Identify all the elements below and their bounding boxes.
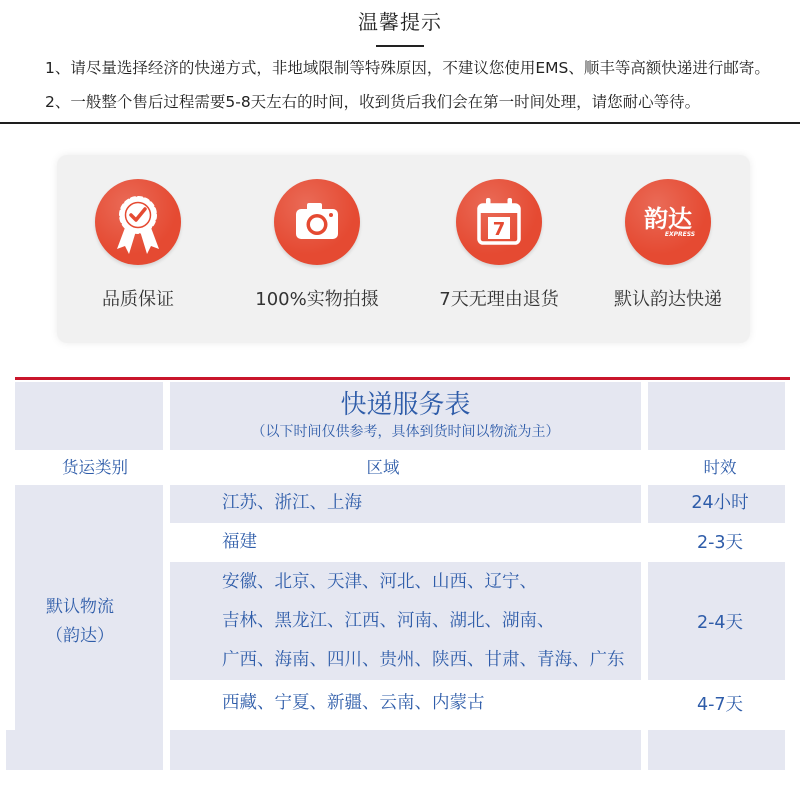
- table-title-left-cell: [15, 382, 163, 450]
- feature-return-badge: [456, 179, 542, 265]
- feature-label-courier: 默认韵达快递: [614, 289, 722, 310]
- region-text: 广西、海南、四川、贵州、陕西、甘肃、青海、广东: [222, 650, 625, 670]
- region-text: 安徽、北京、天津、河北、山西、辽宁、: [222, 572, 537, 592]
- yunda-logo-icon: [625, 179, 711, 265]
- delivery-time: 2-3天: [696, 533, 744, 553]
- feature-label-return: 7天无理由退货: [439, 289, 559, 310]
- notice-item-1: 1、请尽量选择经济的快递方式，非地域限制等特殊原因，不建议您使用EMS、顺丰等高额快递进行邮寄。: [45, 59, 770, 77]
- table-top-red-line: [15, 377, 790, 380]
- region-text: 福建: [222, 532, 257, 552]
- delivery-time: 2-4天: [696, 613, 744, 633]
- feature-photo-badge: [274, 179, 360, 265]
- notice-title: 温馨提示: [358, 10, 442, 34]
- table-row-empty: [170, 730, 641, 770]
- category-name: 默认物流: [46, 597, 114, 617]
- table-subtitle: （以下时间仅供参考，具体到货时间以物流为主）: [251, 424, 560, 440]
- ribbon-badge-icon: [95, 179, 181, 265]
- header-category: 货运类别: [62, 458, 128, 477]
- region-text: 江苏、浙江、上海: [222, 493, 362, 513]
- category-cell-edge: [6, 730, 15, 770]
- yunda-logo-text: 韵达: [644, 205, 692, 233]
- notice-item-2: 2、一般整个售后过程需要5-8天左右的时间，收到货后我们会在第一时间处理，请您耐心等待。: [45, 93, 701, 111]
- table-row-empty-time-cell: [648, 730, 785, 770]
- yunda-logo-subtext: EXPRESS: [664, 231, 696, 238]
- section-divider: [0, 122, 800, 124]
- delivery-time: 4-7天: [696, 695, 744, 715]
- feature-label-quality: 品质保证: [102, 289, 174, 310]
- header-time: 时效: [703, 458, 737, 477]
- feature-label-photo: 100%实物拍摄: [255, 289, 379, 310]
- title-underline: [376, 45, 424, 47]
- calendar-icon: [456, 179, 542, 265]
- region-text: 西藏、宁夏、新疆、云南、内蒙古: [222, 693, 485, 713]
- region-text: 吉林、黑龙江、江西、河南、湖北、湖南、: [222, 611, 555, 631]
- calendar-day-number: 7: [492, 219, 506, 240]
- camera-icon: [274, 179, 360, 265]
- delivery-time: 24小时: [691, 493, 749, 513]
- category-carrier: （韵达）: [46, 626, 114, 646]
- feature-quality-badge: [95, 179, 181, 265]
- table-title-right-cell: [648, 382, 785, 450]
- feature-courier-badge: [625, 179, 711, 265]
- table-title: 快递服务表: [340, 390, 471, 420]
- header-region: 区域: [366, 458, 400, 477]
